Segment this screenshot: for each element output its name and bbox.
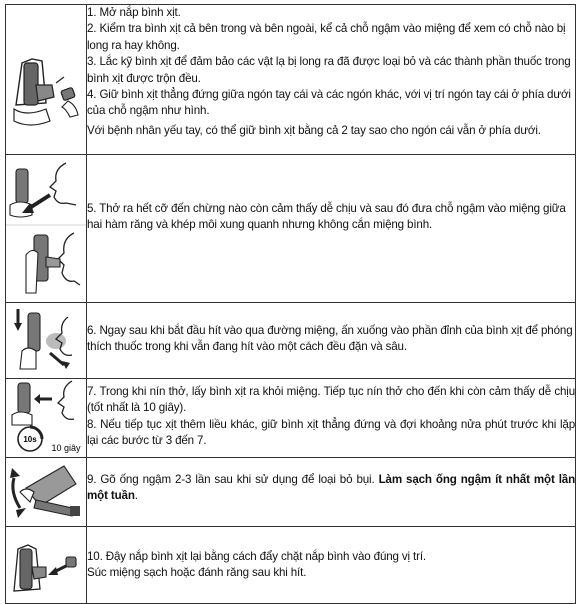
- step-1-line-1: 1. Mở nắp bình xịt.: [87, 6, 181, 19]
- hold-breath-timer-icon: [6, 379, 86, 457]
- step-1-line-5: Với bệnh nhân yếu tay, có thể giữ bình xịt bằng cả 2 tay sao cho ngón cái vẫn ở phía dưới.: [87, 123, 541, 137]
- step-5-illustration: [6, 458, 87, 527]
- press-and-inhale-icon: [6, 303, 86, 378]
- step-6-illustration: [6, 527, 87, 604]
- inhaler-open-cap-icon: [6, 5, 86, 154]
- step-row-5: [6, 458, 576, 527]
- step-row-3: [6, 303, 576, 379]
- step-1-line-2: 2. Kiểm tra bình xịt cả bên trong và bên ngoài, kể cả chỗ ngậm vào miệng để xem có chỗ nào bị long ra hay không.: [87, 22, 566, 52]
- step-2-text: [87, 155, 576, 303]
- instruction-table: [5, 4, 576, 604]
- step-4-illustration: [6, 379, 87, 458]
- timer-caption: 10 giây: [51, 443, 81, 453]
- step-5-line-1: [87, 472, 575, 505]
- step-5-text-end: .: [134, 489, 138, 503]
- step-1-text: [87, 5, 576, 155]
- step-row-1: [6, 5, 576, 155]
- step-5-text-bold: Làm sạch ống ngậm ít nhất một lần một tuần: [87, 473, 575, 503]
- step-row-4: [6, 379, 576, 458]
- step-6-line-2: Súc miệng sạch hoặc đánh răng sau khi hít.: [87, 566, 307, 580]
- step-6-text: [87, 527, 576, 604]
- step-5-text-normal: 9. Gõ ống ngậm 2-3 lần sau khi sử dụng để loại bỏ bụi.: [87, 473, 379, 486]
- step-5-text: [87, 458, 576, 527]
- step-row-2: [6, 155, 576, 303]
- step-1-line-3: 3. Lắc kỹ bình xịt để đảm bảo các vật lạ bị long ra đã được loại bỏ và các thành phần thuốc trong bình xịt được trộn đều.: [87, 55, 571, 85]
- step-4-text: [87, 379, 576, 458]
- step-3-text: [87, 303, 576, 379]
- step-row-6: [6, 527, 576, 604]
- exhale-then-inhaler-to-mouth-icon: [6, 155, 86, 302]
- step-6-line-1: 10. Đậy nắp bình xịt lại bằng cách đẩy chặt nắp bình vào đúng vị trí.: [87, 550, 426, 563]
- timer-value: 10s: [23, 435, 37, 444]
- step-2-illustration: [6, 155, 87, 303]
- tap-mouthpiece-icon: [6, 458, 86, 526]
- step-2-line-1: 5. Thở ra hết cỡ đến chừng nào còn cảm thấy dễ chịu và sau đó đưa chỗ ngậm vào miệng giữa hai hàm răng và khép môi xung quanh nhưng không cắn miệng bình.: [87, 202, 566, 232]
- close-cap-icon: [6, 527, 86, 603]
- step-3-illustration: [6, 303, 87, 379]
- step-3-line-1: 6. Ngay sau khi bắt đầu hít vào qua đường miệng, ấn xuống vào phần đỉnh của bình xịt để phóng thích thuốc trong khi vẫn đang hít vào một cách đều đặn và sâu.: [87, 324, 573, 354]
- step-4-line-1: 7. Trong khi nín thở, lấy bình xịt ra khỏi miệng. Tiếp tục nín thở cho đến khi còn cảm thấy dễ chịu (tốt nhất là 10 giây).: [87, 385, 575, 415]
- step-1-illustration: [6, 5, 87, 155]
- step-1-line-4: 4. Giữ bình xịt thẳng đứng giữa ngón tay cái và các ngón khác, với vị trí ngón tay cái ở phía dưới của chỗ ngậm như hình.: [87, 88, 571, 118]
- step-4-line-2: 8. Nếu tiếp tục xịt thêm liều khác, giữ bình xịt thẳng đứng và đợi khoảng nửa phút trước khi lặp lại các bước từ 3 đến 7.: [87, 417, 575, 448]
